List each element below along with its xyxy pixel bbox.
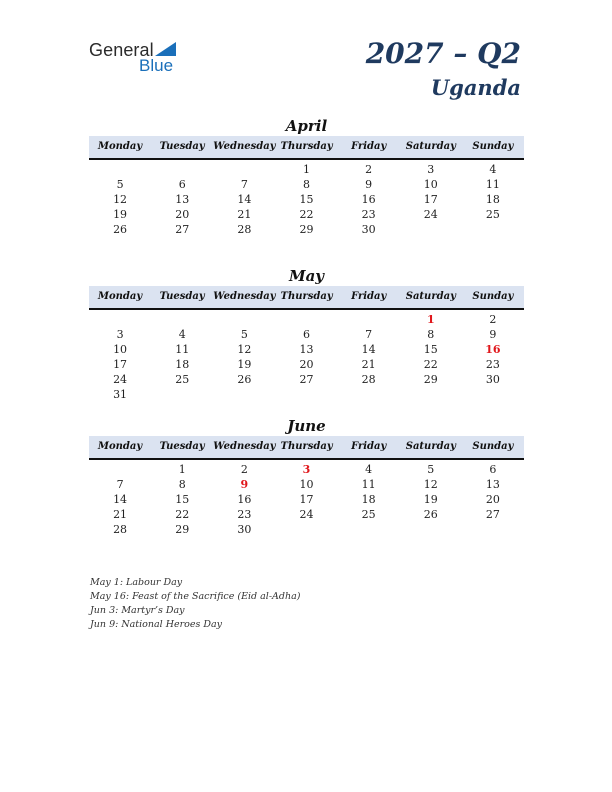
day-cell: 26	[423, 508, 438, 521]
day-cell: 27	[485, 508, 500, 521]
general-blue-logo	[89, 40, 189, 80]
day-cell: 5	[240, 328, 248, 341]
logo-triangle-icon	[155, 42, 176, 56]
holiday-note: May 16: Feast of the Sacrifice (Eid al-Adha)	[90, 591, 301, 602]
day-cell: 24	[299, 508, 314, 521]
day-cell: 17	[423, 193, 438, 206]
day-cell: 21	[237, 208, 252, 221]
day-cell: 2	[365, 163, 373, 176]
weekday-thursday: Thursday	[280, 141, 333, 152]
day-cell	[400, 387, 462, 402]
day-cell: 6	[178, 178, 186, 191]
day-cell: 10	[113, 343, 128, 356]
weekday-saturday: Saturday	[405, 141, 456, 152]
weekday-tuesday: Tuesday	[159, 141, 205, 152]
day-cell	[462, 222, 524, 237]
day-cell: 15	[299, 193, 314, 206]
day-cell: 21	[113, 508, 128, 521]
day-cell	[400, 222, 462, 237]
day-cell: 29	[423, 373, 438, 386]
weekday-wednesday: Wednesday	[213, 141, 276, 152]
day-cell: 23	[237, 508, 252, 521]
week-row	[89, 192, 524, 207]
weekday-monday: Monday	[97, 141, 143, 152]
day-cell: 2	[240, 463, 248, 476]
day-cell: 16	[237, 493, 252, 506]
day-cell: 5	[116, 178, 124, 191]
day-cell: 15	[423, 343, 438, 356]
day-cell: 11	[361, 478, 376, 491]
month-name: June	[287, 417, 326, 435]
day-cell: 13	[175, 193, 190, 206]
day-cell	[338, 312, 400, 327]
week-row	[89, 312, 524, 327]
day-cell	[89, 462, 151, 477]
day-cell: 27	[175, 223, 190, 236]
weekday-sunday: Sunday	[472, 291, 514, 302]
day-cell	[89, 312, 151, 327]
day-cell: 20	[175, 208, 190, 221]
day-cell: 25	[175, 373, 190, 386]
day-cell	[462, 387, 524, 402]
week-row	[89, 222, 524, 237]
day-cell: 6	[302, 328, 310, 341]
day-cell: 17	[299, 493, 314, 506]
week-row	[89, 162, 524, 177]
country-subtitle: Uganda	[430, 75, 521, 100]
day-cell: 24	[423, 208, 438, 221]
day-cell: 23	[361, 208, 376, 221]
day-cell: 10	[299, 478, 314, 491]
day-cell: 14	[113, 493, 128, 506]
weekday-thursday: Thursday	[280, 291, 333, 302]
week-row	[89, 492, 524, 507]
day-cell: 12	[237, 343, 252, 356]
day-cell: 27	[299, 373, 314, 386]
weekday-thursday: Thursday	[280, 441, 333, 452]
week-row	[89, 462, 524, 477]
weekday-header-row	[89, 436, 524, 460]
day-cell: 9	[489, 328, 497, 341]
day-cell: 16	[361, 193, 376, 206]
day-cell: 13	[485, 478, 500, 491]
day-cell	[338, 387, 400, 402]
day-cell: 28	[113, 523, 128, 536]
day-cell: 15	[175, 493, 190, 506]
holiday-note: May 1: Labour Day	[90, 577, 183, 588]
holiday-notes	[90, 576, 300, 632]
day-cell: 11	[175, 343, 190, 356]
day-cell: 1	[302, 163, 310, 176]
day-cell: 30	[237, 523, 252, 536]
week-row	[89, 507, 524, 522]
day-cell: 1	[178, 463, 186, 476]
month-name: April	[285, 117, 328, 135]
day-cell	[213, 312, 275, 327]
day-cell	[213, 387, 275, 402]
day-cell: 22	[175, 508, 190, 521]
day-cell: 29	[175, 523, 190, 536]
holiday-note: Jun 3: Martyr’s Day	[90, 605, 185, 616]
day-cell: 22	[299, 208, 314, 221]
day-cell: 4	[365, 463, 373, 476]
day-cell: 25	[361, 508, 376, 521]
day-cell: 30	[361, 223, 376, 236]
day-cell: 14	[237, 193, 252, 206]
day-cell: 4	[489, 163, 497, 176]
day-cell	[213, 162, 275, 177]
day-cell: 24	[113, 373, 128, 386]
weekday-sunday: Sunday	[472, 141, 514, 152]
day-cell: 14	[361, 343, 376, 356]
week-row	[89, 357, 524, 372]
day-cell: 8	[302, 178, 310, 191]
week-row	[89, 342, 524, 357]
day-cell: 9	[240, 478, 249, 491]
day-cell: 20	[299, 358, 314, 371]
day-cell: 7	[365, 328, 373, 341]
day-cell: 29	[299, 223, 314, 236]
day-cell: 1	[426, 313, 435, 326]
day-cell	[275, 522, 337, 537]
week-row	[89, 477, 524, 492]
day-cell	[151, 312, 213, 327]
day-cell: 23	[485, 358, 500, 371]
day-cell	[275, 312, 337, 327]
day-cell	[400, 522, 462, 537]
day-cell: 3	[302, 463, 311, 476]
day-cell	[151, 162, 213, 177]
day-cell: 26	[237, 373, 252, 386]
day-cell	[275, 387, 337, 402]
weekday-tuesday: Tuesday	[159, 291, 205, 302]
weekday-header-row	[89, 136, 524, 160]
page-title: 2027 – Q2	[365, 37, 521, 70]
day-cell: 4	[178, 328, 186, 341]
day-cell: 18	[361, 493, 376, 506]
day-cell	[151, 387, 213, 402]
weekday-monday: Monday	[97, 441, 143, 452]
day-cell: 19	[423, 493, 438, 506]
day-cell: 22	[423, 358, 438, 371]
day-cell	[462, 522, 524, 537]
day-cell: 18	[485, 193, 500, 206]
logo-word-blue: Blue	[139, 56, 174, 75]
day-cell: 8	[427, 328, 435, 341]
weekday-saturday: Saturday	[405, 441, 456, 452]
day-cell: 12	[113, 193, 128, 206]
month-name: May	[288, 267, 325, 285]
weekday-friday: Friday	[351, 291, 387, 302]
weekday-saturday: Saturday	[405, 291, 456, 302]
day-cell: 7	[240, 178, 248, 191]
day-cell	[89, 162, 151, 177]
day-cell: 3	[116, 328, 124, 341]
week-row	[89, 522, 524, 537]
week-row	[89, 387, 524, 402]
day-cell: 19	[113, 208, 128, 221]
weekday-friday: Friday	[351, 141, 387, 152]
week-row	[89, 327, 524, 342]
weekday-friday: Friday	[351, 441, 387, 452]
day-cell: 30	[485, 373, 500, 386]
day-cell: 16	[485, 343, 501, 356]
day-cell: 12	[423, 478, 438, 491]
day-cell: 5	[427, 463, 435, 476]
week-row	[89, 207, 524, 222]
day-cell: 28	[361, 373, 376, 386]
day-cell: 6	[489, 463, 497, 476]
weekday-sunday: Sunday	[472, 441, 514, 452]
day-cell: 13	[299, 343, 314, 356]
day-cell: 19	[237, 358, 252, 371]
weekday-wednesday: Wednesday	[213, 291, 276, 302]
day-cell	[338, 522, 400, 537]
day-cell: 11	[485, 178, 500, 191]
day-cell: 21	[361, 358, 376, 371]
weekday-header-row	[89, 286, 524, 310]
day-cell: 17	[113, 358, 128, 371]
weekday-tuesday: Tuesday	[159, 441, 205, 452]
day-cell: 18	[175, 358, 190, 371]
day-cell: 8	[178, 478, 186, 491]
weekday-monday: Monday	[97, 291, 143, 302]
month-may	[89, 266, 524, 402]
week-row	[89, 177, 524, 192]
day-cell: 25	[485, 208, 500, 221]
day-cell: 10	[423, 178, 438, 191]
day-cell: 31	[113, 388, 128, 401]
day-cell: 26	[113, 223, 128, 236]
month-april	[89, 116, 524, 237]
day-cell: 2	[489, 313, 497, 326]
holiday-note: Jun 9: National Heroes Day	[90, 619, 223, 630]
logo-word-general: General	[89, 40, 154, 60]
day-cell: 7	[116, 478, 124, 491]
day-cell: 28	[237, 223, 252, 236]
day-cell: 9	[365, 178, 373, 191]
day-cell: 20	[485, 493, 500, 506]
month-june	[89, 416, 524, 537]
day-cell: 3	[427, 163, 435, 176]
weekday-wednesday: Wednesday	[213, 441, 276, 452]
week-row	[89, 372, 524, 387]
